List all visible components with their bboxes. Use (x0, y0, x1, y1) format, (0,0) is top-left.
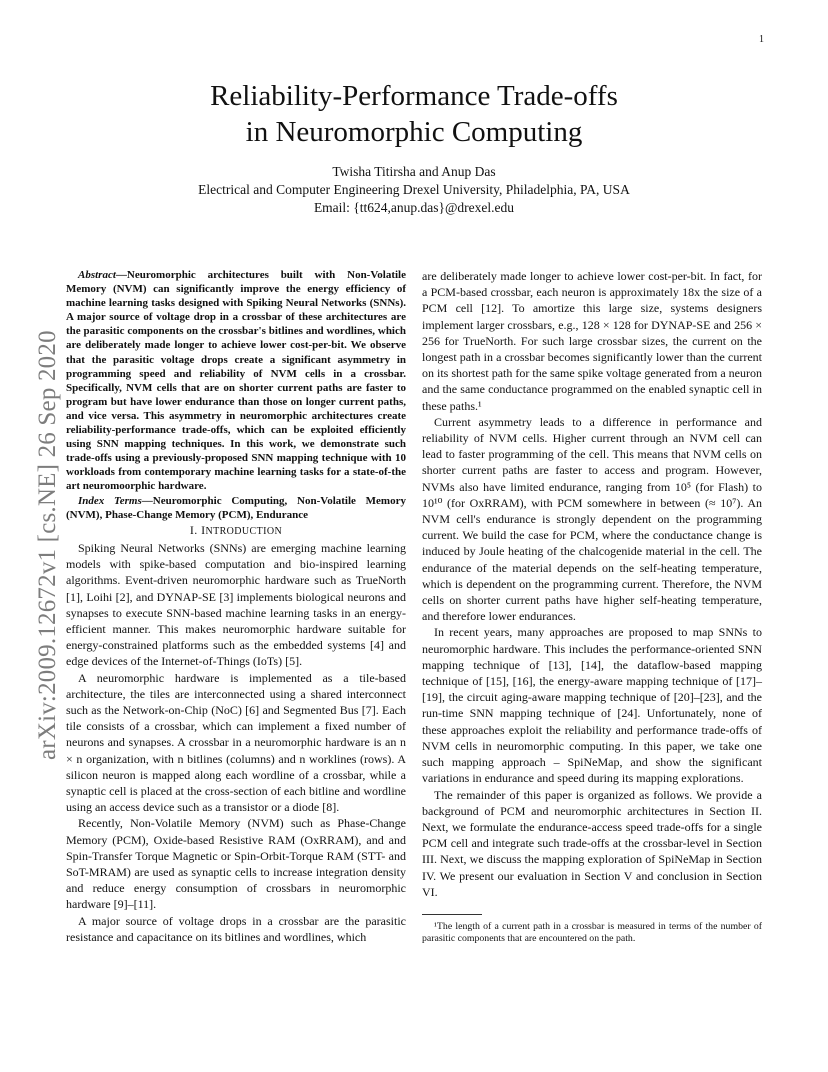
arxiv-identifier: arXiv:2009.12672v1 [cs.NE] 26 Sep 2020 (34, 330, 61, 760)
body-paragraph: A major source of voltage drops in a crossbar are the parasitic resistance and capacitance on its bitlines and wordlines, which (66, 913, 406, 944)
section-numeral: I. (189, 522, 202, 537)
section-first-letter: I (201, 522, 206, 537)
section-heading-introduction (66, 522, 406, 540)
author-email: Email: {tt624,anup.das}@drexel.edu (313, 200, 515, 215)
abstract (66, 268, 406, 494)
paper-title (80, 78, 748, 150)
section-rest: NTRODUCTION (205, 525, 283, 537)
body-paragraph: Recently, Non-Volatile Memory (NVM) such as Phase-Change Memory (PCM), Oxide-based Resistive RAM (OxRRAM), and and Spin-Transfer Torque Magnetic or Spin-Orbit-Torque RAM (STT- and SoT-MRAM) are used as synaptic cells to increase integration density and reduce energy consumption of crossbars in neuromorphic hardware [9]–[11]. (66, 816, 406, 912)
footnote: ¹The length of a current path in a crossbar is measured in terms of the number of parasitic components that are encountered on the path. (422, 920, 762, 945)
left-column (66, 268, 406, 945)
body-paragraph: Current asymmetry leads to a difference in performance and reliability of NVM cells. Higher current through an NVM cell can lead to faster programming of the cell. This means that NVM cells on shorter current paths are faster to access and program. However, NVMs also have limited endurance, ranging from 10⁵ (for Flash) to 10¹⁰ (for OxRRAM), with PCM somewhere in between (≈ 10⁷). An NVM cell's endurance is strongly dependent on the programming current. We build the case for PCM, where the conductance change is induced by Joule heating of the chalcogenide material in the cell. The endurance of the material depends on the self-heating temperature, which is dependent on the programming current. Therefore, the NVM cells on shorter current paths have higher self-heating temperature, and therefore lower endurances. (422, 414, 762, 624)
abstract-text: —Neuromorphic architectures built with Non-Volatile Memory (NVM) can significantly improve the energy efficiency of machine learning tasks designed with Spiking Neural Networks (SNNs). A major source of voltage drop in a crossbar of these architectures are the parasitic components on the crossbar's bitlines and wordlines, which are deliberately made longer to achieve lower cost-per-bit. We observe that the parasitic voltage drops create a significant asymmetry in programming speed and reliability of NVM cells in a crossbar. Specifically, NVM cells that are on shorter current paths are faster to program but have lower endurance than those on longer current paths, and vice versa. This asymmetry in neuromorphic architectures create reliability-performance trade-offs, which can be exploited efficiently using SNN mapping techniques. In this work, we demonstrate such trade-offs using a previously-proposed SNN mapping technique with 10 workloads from contemporary machine learning tasks for a state-of-the art neuromoorphic hardware. (66, 269, 406, 493)
authors: Twisha Titirsha and Anup Das (332, 164, 496, 179)
footnote-rule (422, 914, 482, 915)
title-line-2: in Neuromorphic Computing (245, 116, 583, 148)
body-paragraph: In recent years, many approaches are proposed to map SNNs to neuromorphic hardware. This includes the performance-oriented SNN mapping technique of [13], [14], the dataflow-based mapping technique of [15], [16], the energy-aware mapping technique of [17]–[19], the circuit aging-aware mapping technique of [20]–[23], and the run-time SNN mapping technique of [24]. Unfortunately, none of these approaches exploit the reliability and performance trade-offs of NVM cells in neuromorphic computing. In this paper, we take one such mapping approach – SpiNeMap, and show the significant variations in endurance and speed during its mapping explorations. (422, 625, 762, 786)
index-terms-lead: Index Terms (78, 494, 142, 507)
right-column (422, 268, 762, 946)
body-paragraph: Spiking Neural Networks (SNNs) are emerging machine learning models with spike-based computation and bio-inspired learning algorithms. Event-driven neuromorphic hardware such as TrueNorth [1], Loihi [2], and DYNAP-SE [3] implements biological neurons and synapses to execute SNN-based machine learning tasks in an energy-efficient manner. This makes neuromorphic hardware suitable for energy-constrained platforms such as the embedded systems [4] and edge devices of the Internet-of-Things (IoTs) [5]. (66, 540, 406, 669)
body-paragraph: The remainder of this paper is organized as follows. We provide a background of PCM and neuromorphic architectures in Section II. Next, we formulate the endurance-access speed trade-offs for a single PCM cell and integrate such trade-offs at the crossbar-level in Section III. Next, we discuss the mapping exploration of SpiNeMap in Section IV. We present our evaluation in Section V and conclusion in Section VI. (422, 787, 762, 899)
body-paragraph: A neuromorphic hardware is implemented as a tile-based architecture, the tiles are interconnected using a shared interconnect such as the Network-on-Chip (NoC) [6] and Segmented Bus [7]. Each tile consists of a crossbar, which can implement a fixed number of neurons and synapses. A crossbar in a neuromorphic hardware is an n × n organization, with n bitlines (columns) and n worklines (rows). A silicon neuron is mapped along each wordline of a crossbar, while a synaptic cell is placed at the cross-section of each bitline and wordline using an access device such as a transistor or a diode [8]. (66, 670, 406, 815)
title-block (80, 78, 748, 217)
page-number: 1 (759, 34, 764, 45)
body-paragraph: are deliberately made longer to achieve lower cost-per-bit. In fact, for a PCM-based crossbar, each neuron is approximately 18x the size of a PCM cell [12]. To amortize this large size, systems designers implement larger crossbars, e.g., 128 × 128 for DYNAP-SE and 256 × 256 for TrueNorth. For such large crossbar sizes, the current on the longest path in a crossbar becomes significantly lower than the current on its shortest path for the same spike voltage generated from a neuron and the same conductance programmed on the enabled synaptic cell in these paths.¹ (422, 269, 762, 413)
abstract-lead: Abstract (78, 269, 116, 281)
index-terms (66, 494, 406, 522)
title-line-1: Reliability-Performance Trade-offs (210, 80, 618, 112)
index-terms-text: —Neuromorphic Computing, Non-Volatile Memory (NVM), Phase-Change Memory (PCM), Endurance (66, 494, 406, 521)
affiliation: Electrical and Computer Engineering Drexel University, Philadelphia, PA, USA (198, 182, 630, 197)
